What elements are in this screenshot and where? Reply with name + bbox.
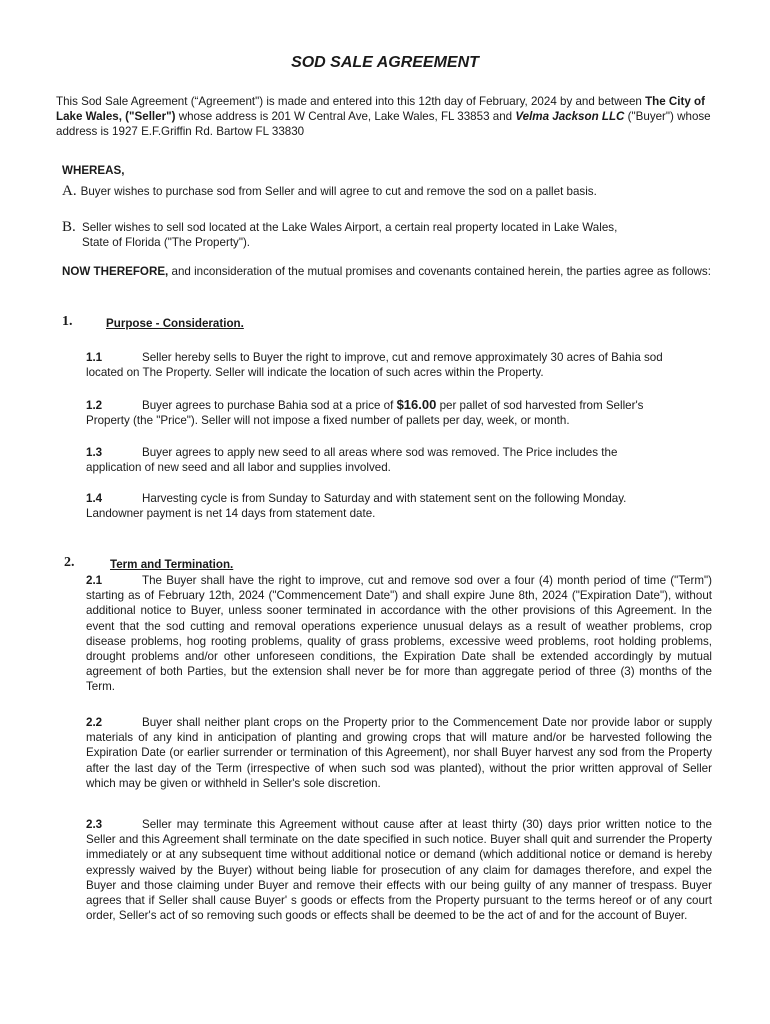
whereas-b-text: Seller wishes to sell sod located at the Lake Wales Airport, a certain real property located in Lake Wales, State of Florida ("The Property"). — [82, 221, 618, 250]
document-title: SOD SALE AGREEMENT — [291, 54, 479, 71]
intro-text-2: whose address is 201 W Central Ave, Lake Wales, FL 33853 and — [175, 110, 516, 124]
clause-1-3 — [86, 445, 676, 475]
clause-1-4-text: Harvesting cycle is from Sunday to Saturday and with statement sent on the following Monday. Landowner payment is net 14 days from statement date. — [86, 492, 627, 521]
intro-text-3: ("Buyer") whose address is 1927 E.F.Griffin Rd. Bartow FL 33830 — [56, 110, 711, 139]
clause-2-2 — [86, 715, 712, 791]
clause-1-1-number: 1.1 — [86, 351, 103, 364]
clause-2-1 — [86, 573, 712, 695]
clause-1-4 — [86, 491, 676, 521]
clause-1-4-number: 1.4 — [86, 492, 103, 505]
clause-1-1-text: Seller hereby sells to Buyer the right to improve, cut and remove approximately 30 acres of Bahia sod located on The Property. Seller will indicate the location of such acres within the Property. — [86, 351, 663, 380]
section-1-number: 1. — [62, 314, 73, 329]
now-therefore-text: and inconsideration of the mutual promises and covenants contained herein, the parties agree as follows: — [168, 265, 711, 278]
clause-1-2-number: 1.2 — [86, 399, 103, 412]
clause-1-2-text-b: per pallet of sod harvested from Seller's Property (the "Price"). Seller will not impose a fixed number of pallets per day, week, or month. — [86, 399, 644, 428]
now-therefore-label: NOW THEREFORE, — [62, 265, 169, 278]
whereas-a — [62, 184, 722, 199]
section-2-heading: Term and Termination. — [110, 558, 234, 571]
whereas-b — [62, 220, 632, 250]
clause-2-2-text: Buyer shall neither plant crops on the Property prior to the Commencement Date nor provide labor or supply materials of any kind in anticipation of planting and growing crops that will mature and/or be harvested following the Expiration Date (or earlier surrender or termination of this Agreement), nor shall Buyer harvest any sod from the Property after the last day of the Term (irrespective of when such sod was planted), without the prior written approval of Seller which may be given or withheld in Seller's sole discretion. — [86, 716, 712, 790]
clause-2-3-text: Seller may terminate this Agreement without cause after at least thirty (30) days prior written notice to the Seller and this Agreement shall terminate on the date specified in such notice. Buyer shall quit and surrender the Property immediately or at any subsequent time without additional notice or demand (which additional notice or demand is hereby expressly waived by the Buyer) without being liable for prosecution of any claim for damages therefore, and expel the Buyer and those claiming under Buyer and remove their effects with our being guilty of any manner of trespass. Buyer agrees that if Seller shall cause Buyer' s goods or effects from the Property pursuant to the terms hereof or of any court order, Seller's act of so removing such goods or effects shall be deemed to be the act of and for the account of Buyer. — [86, 818, 712, 923]
buyer-name: Velma Jackson LLC — [515, 110, 625, 124]
clause-1-3-text: Buyer agrees to apply new seed to all areas where sod was removed. The Price includes the application of new seed and all labor and supplies involved. — [86, 446, 618, 475]
clause-2-3-number: 2.3 — [86, 818, 103, 831]
clause-1-1 — [86, 350, 666, 380]
clause-1-2-text-a: Buyer agrees to purchase Bahia sod at a price of — [142, 399, 397, 412]
clause-2-3 — [86, 817, 712, 923]
intro-text-1: This Sod Sale Agreement (“Agreement") is made and entered into this 12th day of February, 2024 by and between — [56, 95, 646, 108]
clause-2-2-number: 2.2 — [86, 716, 103, 729]
price-per-pallet: $16.00 — [396, 397, 437, 412]
clause-1-2 — [86, 397, 686, 428]
section-2-number: 2. — [64, 555, 75, 570]
whereas-a-text: Buyer wishes to purchase sod from Seller and will agree to cut and remove the sod on a pallet basis. — [80, 185, 597, 198]
section-1-heading: Purpose - Consideration. — [106, 317, 244, 330]
whereas-heading: WHEREAS, — [62, 164, 125, 177]
seller-name: The City of Lake Wales, ("Seller") — [56, 95, 705, 124]
clause-2-1-number: 2.1 — [86, 574, 103, 587]
clause-2-1-text: The Buyer shall have the right to improve, cut and remove sod over a four (4) month period of time ("Term") starting as of February 12th, 2024 ("Commencement Date") and shall expire June 8th, 2024 ("Expiration Date"), without additional notice to Buyer, unless sooner terminated in accordance with the other provisions of this Agreement. In the event that the sod cutting and removal operations experience unusual delays as a result of weather problems, crop disease problems, hog rooting problems, quality of grass problems, excessive weed problems, root holding problems, drought problems and/or other unforeseen conditions, the Expiration Date shall be extended accordingly by mutual agreement of both Parties, but the extension shall never be for more than aggregate period of three (3) months of the Term. — [86, 574, 712, 694]
intro-paragraph — [56, 94, 716, 140]
clause-1-3-number: 1.3 — [86, 446, 103, 459]
whereas-b-letter: B. — [62, 219, 76, 235]
whereas-a-letter: A. — [62, 183, 77, 199]
now-therefore-paragraph — [62, 264, 722, 279]
